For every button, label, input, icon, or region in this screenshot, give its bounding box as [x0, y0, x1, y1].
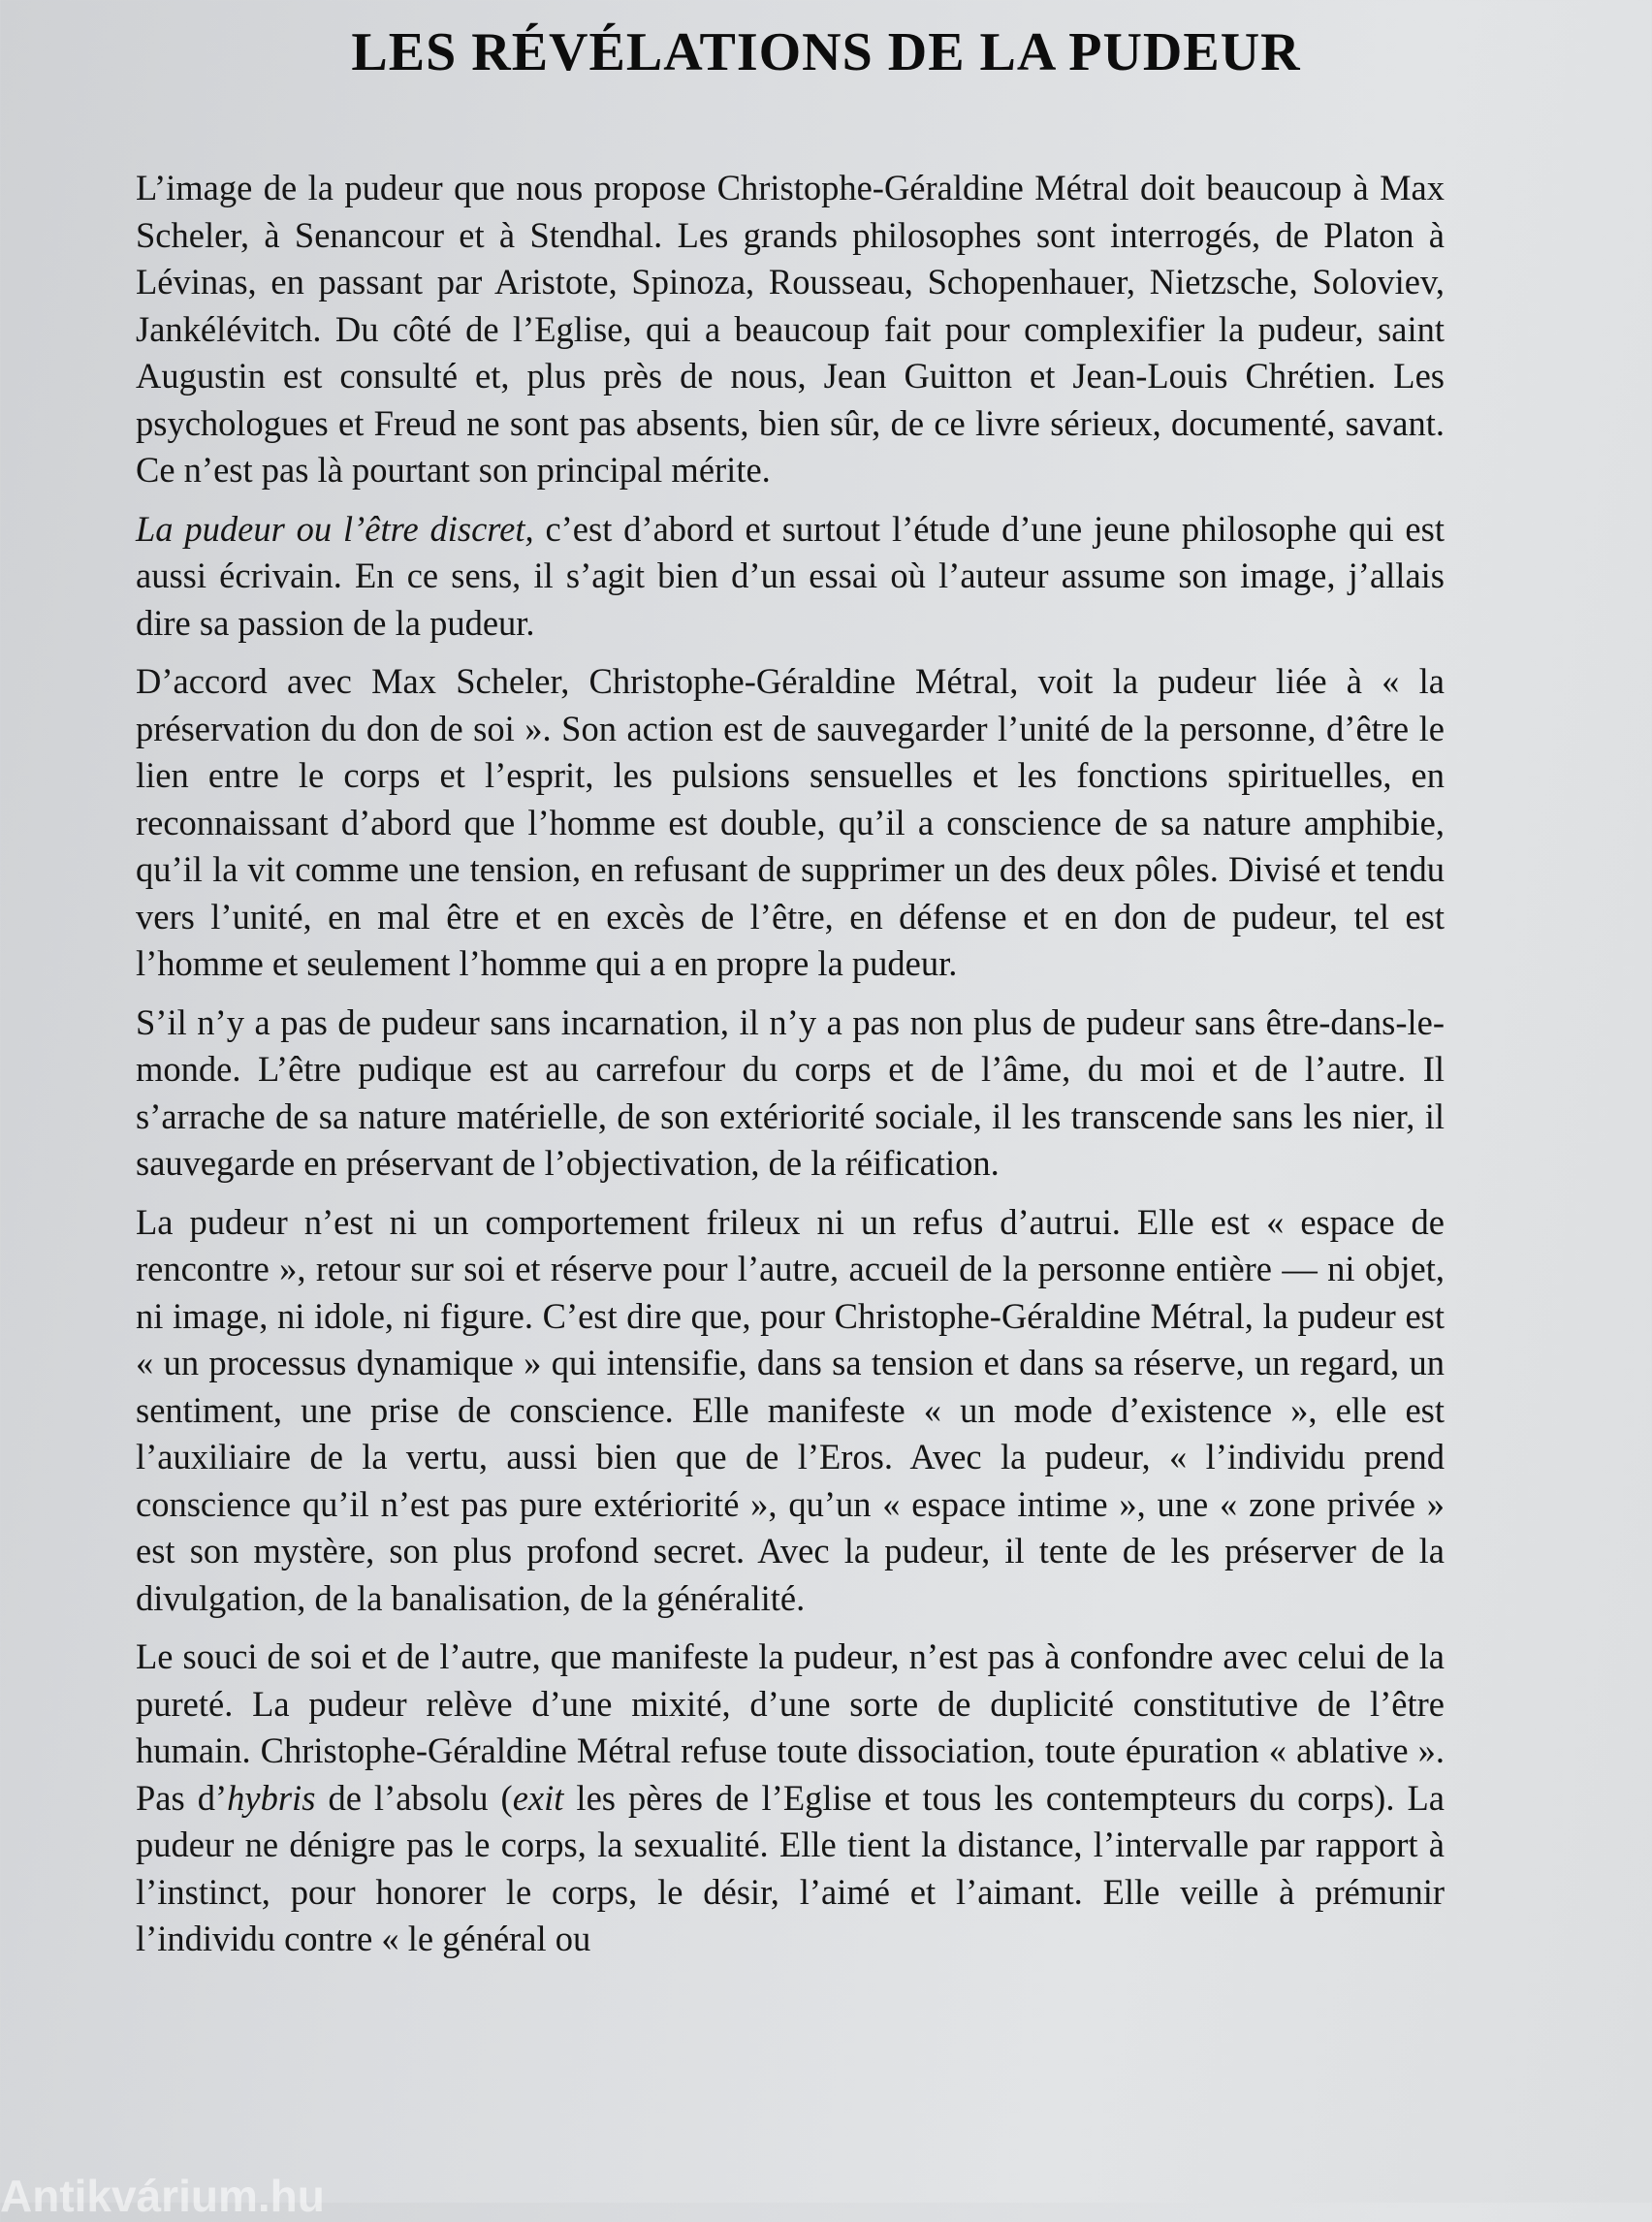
exit-italic: exit — [512, 1777, 564, 1818]
watermark: Antikvárium.hu — [0, 2171, 325, 2221]
paragraph-6 — [136, 1634, 1445, 1963]
hybris-italic: hybris — [227, 1777, 316, 1818]
paragraph-6-part-3: les pères de l’Eglise et tous les contempteurs du corps). La pudeur ne dénigre pas le corps, la sexualité. Elle tient la distance, l’intervalle par rapport à l’instinct, pour honorer le corps, le désir, l’aimé et l’aimant. Elle veille à prémunir l’individu contre « le général ou — [136, 1777, 1445, 1958]
paragraph-3: D’accord avec Max Scheler, Christophe-Géraldine Métral, voit la pudeur liée à « la préservation du don de soi ». Son action est de sauvegarder l’unité de la personne, d’être le lien entre le corps et l’esprit, les pulsions sensuelles et les fonctions spirituelles, en reconnaissant d’abord que l’homme est double, qu’il a conscience de sa nature amphibie, qu’il la vit comme une tension, en refusant de supprimer un des deux pôles. Divisé et tendu vers l’unité, en mal être et en excès de l’être, en défense et en don de pudeur, tel est l’homme et seulement l’homme qui a en propre la pudeur. — [136, 661, 1445, 983]
paragraph-1: L’image de la pudeur que nous propose Christophe-Géraldine Métral doit beaucoup à Max Scheler, à Senancour et à Stendhal. Les grands philosophes sont interrogés, de Platon à Lévinas, en passant par Aristote, Spinoza, Rousseau, Schopenhauer, Nietzsche, Soloviev, Jankélévitch. Du côté de l’Eglise, qui a beaucoup fait pour complexifier la pudeur, saint Augustin est consulté et, plus près de nous, Jean Guitton et Jean-Louis Chrétien. Les psychologues et Freud ne sont pas absents, bien sûr, de ce livre sérieux, documenté, savant. Ce n’est pas là pourtant son principal mérite. — [136, 168, 1445, 490]
article-body — [136, 165, 1445, 1975]
book-title-italic: La pudeur ou l’être discret, — [136, 508, 534, 549]
paragraph-5: La pudeur n’est ni un comportement frileux ni un refus d’autrui. Elle est « espace de rencontre », retour sur soi et réserve pour l’autre, accueil de la personne entière — ni objet, ni image, ni idole, ni figure. C’est dire que, pour Christophe-Géraldine Métral, la pudeur est « un processus dynamique » qui intensifie, dans sa tension et dans sa réserve, un regard, un sentiment, une prise de conscience. Elle manifeste « un mode d’existence », elle est l’auxiliaire de la vertu, aussi bien que de l’Eros. Avec la pudeur, « l’individu prend conscience qu’il n’est pas pure extériorité », qu’un « espace intime », une « zone privée » est son mystère, son plus profond secret. Avec la pudeur, il tente de les préserver de la divulgation, de la banalisation, de la généralité. — [136, 1201, 1445, 1618]
paragraph-6-part-2: de l’absolu ( — [315, 1777, 513, 1818]
paragraph-2 — [136, 506, 1445, 648]
paragraph-6-part-1: Le souci de soi et de l’autre, que manifeste la pudeur, n’est pas à confondre avec celui de la pureté. La pudeur relève d’une mixité, d’une sorte de duplicité constitutive de l’être humain. Christophe-Géraldine Métral refuse toute dissociation, toute épuration « ablative ». Pas d’ — [136, 1636, 1445, 1818]
page-title: LES RÉVÉLATIONS DE LA PUDEUR — [351, 22, 1301, 82]
paragraph-4: S’il n’y a pas de pudeur sans incarnation, il n’y a pas non plus de pudeur sans être-dans-le-monde. L’être pudique est au carrefour du corps et de l’âme, du moi et de l’autre. Il s’arrache de sa nature matérielle, de son extériorité sociale, il les transcende sans les nier, il sauvegarde en préservant de l’objectivation, de la réification. — [136, 1001, 1445, 1183]
paragraph-2-text: c’est d’abord et surtout l’étude d’une jeune philosophe qui est aussi écrivain. En ce sens, il s’agit bien d’un essai où l’auteur assume son image, j’allais dire sa passion de la pudeur. — [136, 508, 1445, 643]
